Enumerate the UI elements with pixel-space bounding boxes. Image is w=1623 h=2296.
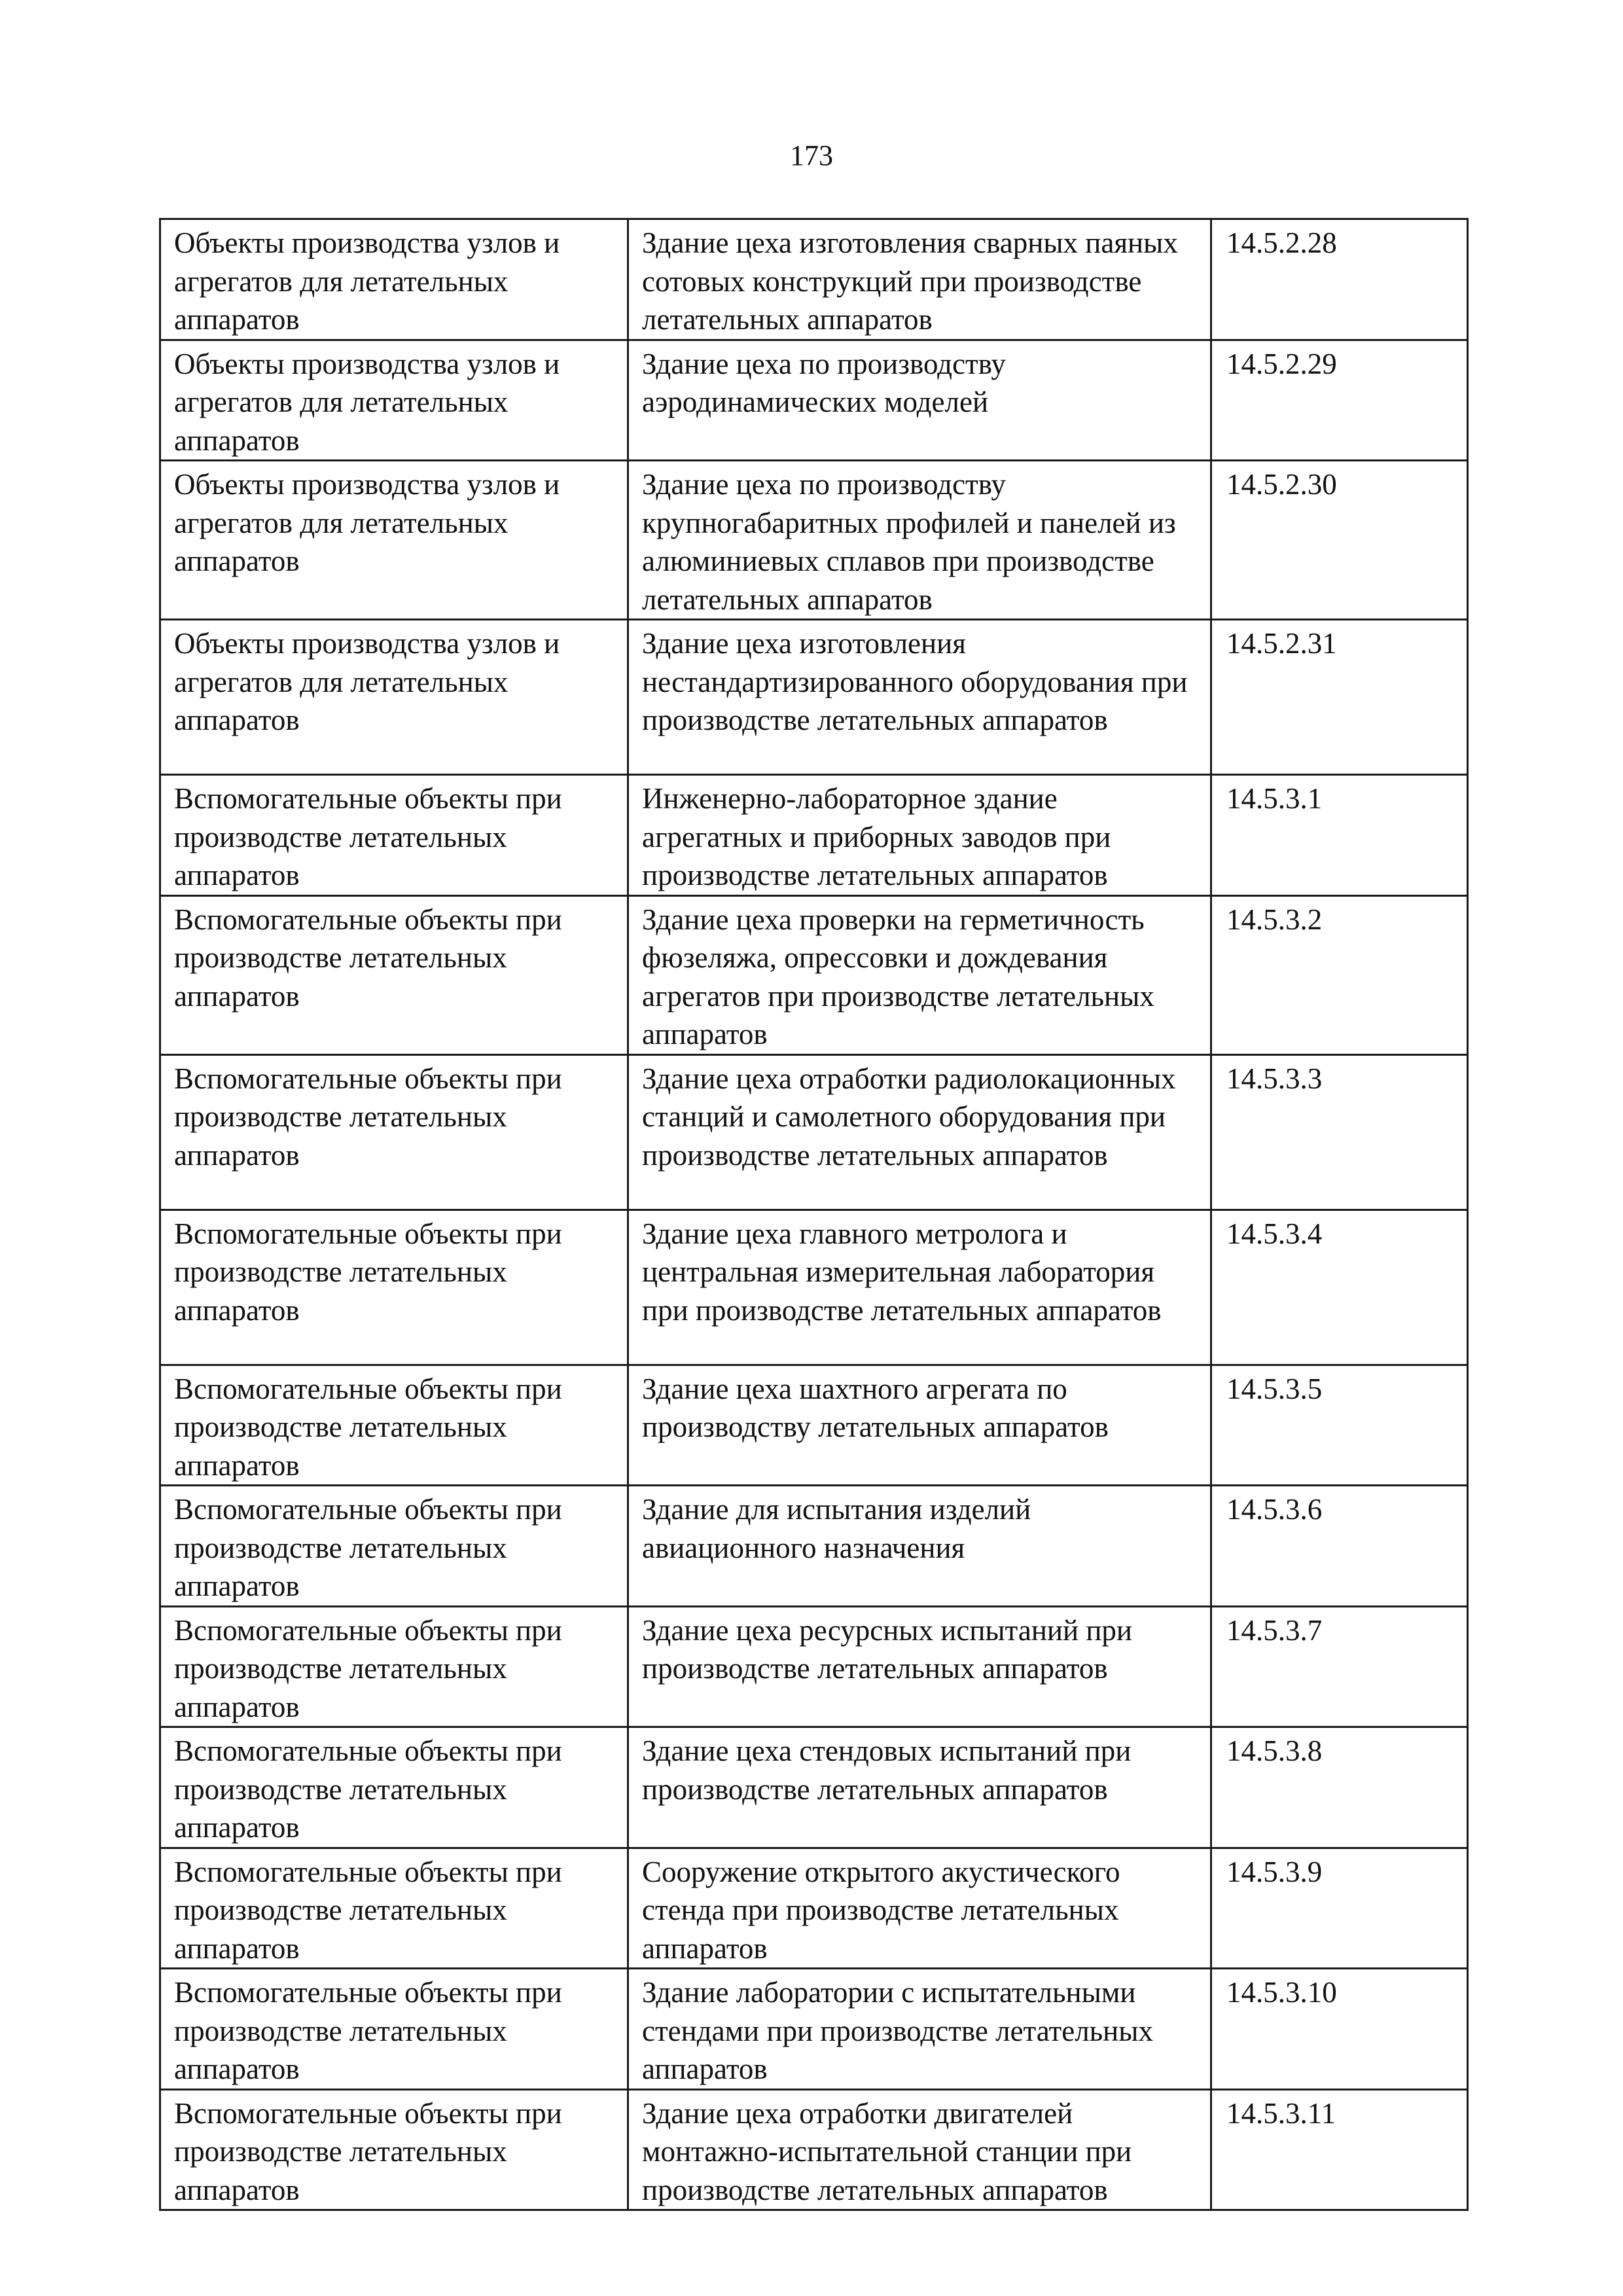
code-cell: 14.5.3.10 xyxy=(1211,1969,1468,2090)
code-cell: 14.5.3.9 xyxy=(1211,1848,1468,1969)
table-row xyxy=(160,340,1468,461)
object-type-cell: Объекты производства узлов и агрегатов для летательных аппаратов xyxy=(160,461,628,620)
object-type-cell: Вспомогательные объекты при производстве летательных аппаратов xyxy=(160,1969,628,2090)
object-type-cell: Вспомогательные объекты при производстве летательных аппаратов xyxy=(160,1848,628,1969)
object-type-cell: Вспомогательные объекты при производстве летательных аппаратов xyxy=(160,1365,628,1486)
object-type-cell: Вспомогательные объекты при производстве летательных аппаратов xyxy=(160,895,628,1054)
code-cell: 14.5.3.11 xyxy=(1211,2089,1468,2210)
building-cell: Здание цеха главного метролога и центральная измерительная лаборатория при производстве летательных аппаратов xyxy=(628,1210,1211,1365)
code-cell: 14.5.3.3 xyxy=(1211,1054,1468,1210)
building-cell: Здание для испытания изделий авиационного назначения xyxy=(628,1486,1211,1607)
table-row xyxy=(160,1486,1468,1607)
object-type-cell: Объекты производства узлов и агрегатов для летательных аппаратов xyxy=(160,620,628,775)
building-cell: Здание цеха по производству аэродинамических моделей xyxy=(628,340,1211,461)
object-type-cell: Вспомогательные объекты при производстве летательных аппаратов xyxy=(160,1486,628,1607)
table-row xyxy=(160,1969,1468,2090)
building-cell: Здание цеха шахтного агрегата по производству летательных аппаратов xyxy=(628,1365,1211,1486)
building-cell: Здание цеха по производству крупногабаритных профилей и панелей из алюминиевых сплавов при производстве летательных аппаратов xyxy=(628,461,1211,620)
object-type-cell: Объекты производства узлов и агрегатов для летательных аппаратов xyxy=(160,340,628,461)
object-type-cell: Объекты производства узлов и агрегатов для летательных аппаратов xyxy=(160,219,628,340)
table-row xyxy=(160,1210,1468,1365)
code-cell: 14.5.3.2 xyxy=(1211,895,1468,1054)
table-row xyxy=(160,620,1468,775)
building-cell: Здание цеха проверки на герметичность фюзеляжа, опрессовки и дождевания агрегатов при производстве летательных аппаратов xyxy=(628,895,1211,1054)
building-cell: Здание цеха отработки двигателей монтажно-испытательной станции при производстве летательных аппаратов xyxy=(628,2089,1211,2210)
code-cell: 14.5.3.8 xyxy=(1211,1727,1468,1848)
table-row xyxy=(160,2089,1468,2210)
table-row xyxy=(160,895,1468,1054)
building-cell: Здание лаборатории с испытательными стендами при производстве летательных аппаратов xyxy=(628,1969,1211,2090)
building-cell: Инженерно-лабораторное здание агрегатных и приборных заводов при производстве летательных аппаратов xyxy=(628,775,1211,896)
code-cell: 14.5.2.30 xyxy=(1211,461,1468,620)
object-type-cell: Вспомогательные объекты при производстве летательных аппаратов xyxy=(160,775,628,896)
object-type-cell: Вспомогательные объекты при производстве летательных аппаратов xyxy=(160,1210,628,1365)
object-type-cell: Вспомогательные объекты при производстве летательных аппаратов xyxy=(160,1606,628,1727)
code-cell: 14.5.2.29 xyxy=(1211,340,1468,461)
table-row xyxy=(160,1365,1468,1486)
table-row xyxy=(160,1848,1468,1969)
building-cell: Сооружение открытого акустического стенда при производстве летательных аппаратов xyxy=(628,1848,1211,1969)
table-row xyxy=(160,219,1468,340)
code-cell: 14.5.3.4 xyxy=(1211,1210,1468,1365)
table-row xyxy=(160,1606,1468,1727)
table-row xyxy=(160,1727,1468,1848)
building-cell: Здание цеха изготовления сварных паяных сотовых конструкций при производстве летательных аппаратов xyxy=(628,219,1211,340)
building-cell: Здание цеха изготовления нестандартизированного оборудования при производстве летательных аппаратов xyxy=(628,620,1211,775)
code-cell: 14.5.3.7 xyxy=(1211,1606,1468,1727)
page-number: 173 xyxy=(790,139,833,171)
table-row xyxy=(160,461,1468,620)
object-type-cell: Вспомогательные объекты при производстве летательных аппаратов xyxy=(160,2089,628,2210)
building-cell: Здание цеха стендовых испытаний при производстве летательных аппаратов xyxy=(628,1727,1211,1848)
table-row xyxy=(160,1054,1468,1210)
table-row xyxy=(160,775,1468,896)
building-cell: Здание цеха ресурсных испытаний при производстве летательных аппаратов xyxy=(628,1606,1211,1727)
classification-table xyxy=(159,218,1469,2211)
code-cell: 14.5.3.6 xyxy=(1211,1486,1468,1607)
code-cell: 14.5.2.28 xyxy=(1211,219,1468,340)
code-cell: 14.5.3.1 xyxy=(1211,775,1468,896)
code-cell: 14.5.2.31 xyxy=(1211,620,1468,775)
building-cell: Здание цеха отработки радиолокационных станций и самолетного оборудования при производстве летательных аппаратов xyxy=(628,1054,1211,1210)
object-type-cell: Вспомогательные объекты при производстве летательных аппаратов xyxy=(160,1727,628,1848)
object-type-cell: Вспомогательные объекты при производстве летательных аппаратов xyxy=(160,1054,628,1210)
code-cell: 14.5.3.5 xyxy=(1211,1365,1468,1486)
